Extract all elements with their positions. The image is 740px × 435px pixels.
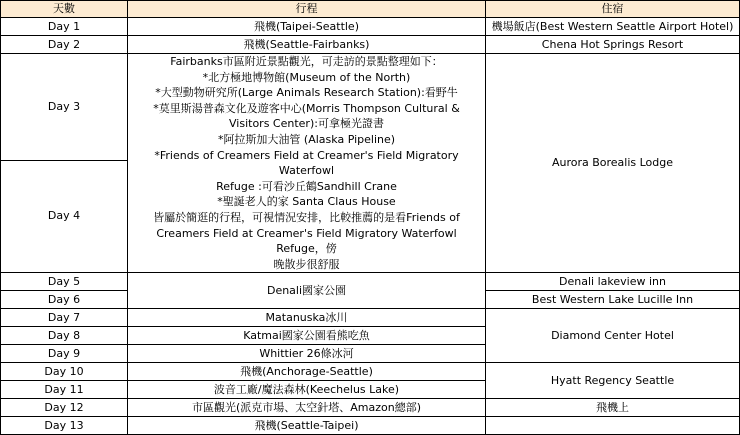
table-row xyxy=(1,36,740,54)
day-cell: Day 11 xyxy=(1,381,128,399)
day-cell: Day 3 xyxy=(1,54,128,161)
fairbanks-line: Fairbanks市區附近景點觀光，可走訪的景點整理如下： xyxy=(170,55,443,68)
fairbanks-itinerary-cell xyxy=(128,54,486,273)
table-row xyxy=(1,363,740,381)
fairbanks-line: *阿拉斯加大油管 (Alaska Pipeline) xyxy=(217,132,396,146)
fairbanks-line: Creamers Field at Creamer's Field Migratory Waterfowl Refuge，傍 xyxy=(156,226,457,256)
itinerary-cell: 飛機(Seattle-Fairbanks) xyxy=(128,36,486,54)
fairbanks-line: Visitors Center):可拿極光證書 xyxy=(229,117,384,131)
fairbanks-line: *Friends of Creamers Field at Creamer's Field Migratory Waterfowl xyxy=(154,148,459,178)
header-lodging: 住宿 xyxy=(486,1,740,18)
lodging-cell: 飛機上 xyxy=(486,399,740,417)
day-cell: Day 8 xyxy=(1,327,128,345)
day-cell: Day 4 xyxy=(1,160,128,273)
itinerary-cell: 飛機(Seattle-Taipei) xyxy=(128,417,486,435)
table-row xyxy=(1,273,740,291)
day-cell: Day 2 xyxy=(1,36,128,54)
itinerary-cell: Denali國家公園 xyxy=(128,273,486,309)
table-row xyxy=(1,54,740,161)
table-row xyxy=(1,18,740,36)
table-row xyxy=(1,399,740,417)
day-cell: Day 1 xyxy=(1,18,128,36)
day-cell: Day 7 xyxy=(1,309,128,327)
itinerary-cell: Matanuska冰川 xyxy=(128,309,486,327)
lodging-cell: 機場飯店(Best Western Seattle Airport Hotel) xyxy=(486,18,740,36)
itinerary-cell: 市區觀光(派克市場、太空針塔、Amazon總部) xyxy=(128,399,486,417)
lodging-cell: Best Western Lake Lucille Inn xyxy=(486,291,740,309)
header-row xyxy=(1,1,740,18)
day-cell: Day 5 xyxy=(1,273,128,291)
fairbanks-line: *北方極地博物館(Museum of the North) xyxy=(202,70,411,84)
lodging-cell: Denali lakeview inn xyxy=(486,273,740,291)
table-row xyxy=(1,417,740,435)
itinerary-cell: 波音工廠/魔法森林(Keechelus Lake) xyxy=(128,381,486,399)
header-day: 天數 xyxy=(1,1,128,18)
lodging-cell: Diamond Center Hotel xyxy=(486,309,740,363)
lodging-cell: Chena Hot Springs Resort xyxy=(486,36,740,54)
day-cell: Day 13 xyxy=(1,417,128,435)
itinerary-cell: Katmai國家公園看熊吃魚 xyxy=(128,327,486,345)
fairbanks-line: 皆屬於簡逛的行程，可視情況安排，比較推薦的是看Friends of xyxy=(153,210,460,224)
day-cell: Day 12 xyxy=(1,399,128,417)
fairbanks-line: *莫里斯湯普森文化及遊客中心(Morris Thompson Cultural & xyxy=(153,101,460,115)
itinerary-cell: Whittier 26條冰河 xyxy=(128,345,486,363)
itinerary-cell: 飛機(Anchorage-Seattle) xyxy=(128,363,486,381)
header-itinerary: 行程 xyxy=(128,1,486,18)
itinerary-cell: 飛機(Taipei-Seattle) xyxy=(128,18,486,36)
day-cell: Day 6 xyxy=(1,291,128,309)
day-cell: Day 10 xyxy=(1,363,128,381)
lodging-cell: Aurora Borealis Lodge xyxy=(486,54,740,273)
table-row xyxy=(1,309,740,327)
lodging-cell-empty xyxy=(486,417,740,435)
fairbanks-line: 晚散步很舒服 xyxy=(273,257,340,271)
fairbanks-line: *聖誕老人的家 Santa Claus House xyxy=(217,195,396,209)
fairbanks-line: Refuge :可看沙丘鶴Sandhill Crane xyxy=(216,179,397,193)
fairbanks-line: *大型動物研究所(Large Animals Research Station):看野牛 xyxy=(155,86,458,100)
lodging-cell: Hyatt Regency Seattle xyxy=(486,363,740,399)
day-cell: Day 9 xyxy=(1,345,128,363)
